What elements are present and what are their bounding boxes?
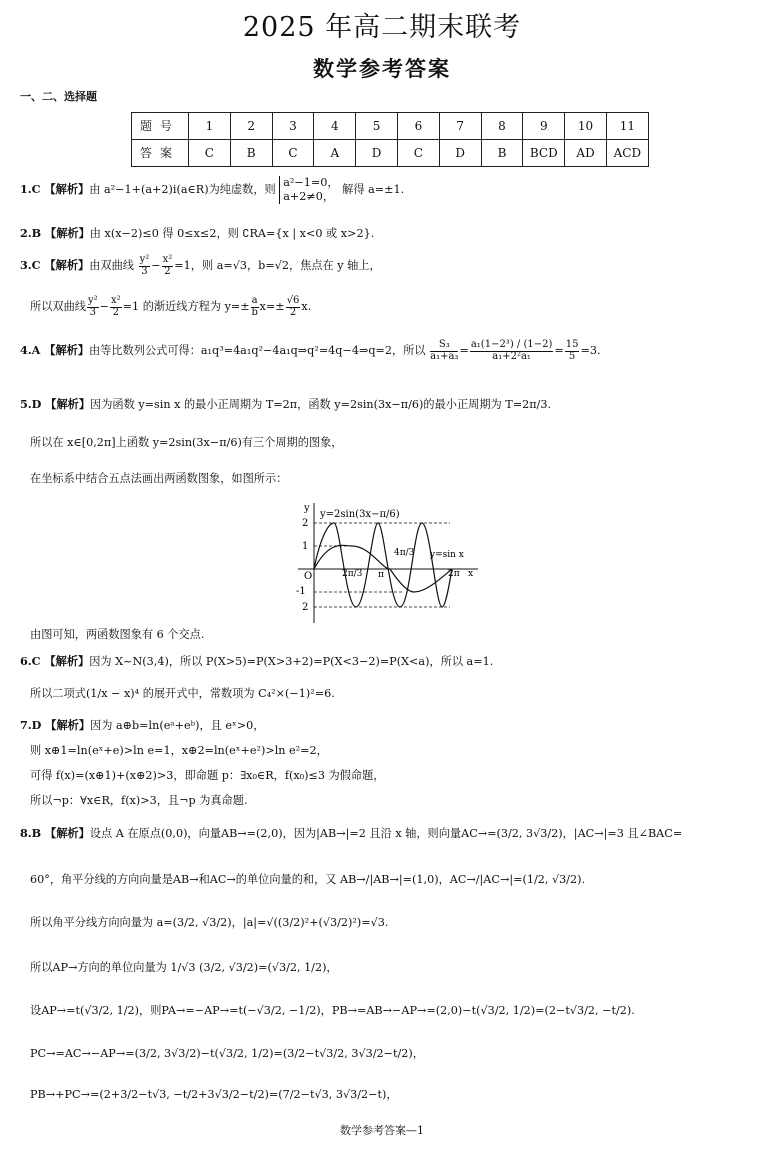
fraction-denominator: 5 bbox=[568, 350, 576, 362]
table-row-answers bbox=[132, 140, 649, 167]
curve-label-sin: y=sin x bbox=[430, 550, 464, 560]
q1-cond-1: a²−1=0， bbox=[283, 176, 339, 189]
table-cell: B bbox=[481, 140, 523, 167]
table-row-numbers bbox=[132, 113, 649, 140]
q3-text: 由双曲线 bbox=[89, 259, 134, 272]
q3-solution-line2 bbox=[30, 296, 311, 318]
q4-tag: 4.A 【解析】 bbox=[20, 343, 90, 357]
q1-text-b: 解得 a=±1. bbox=[342, 183, 405, 196]
page-title: 2025 年高二期末联考 bbox=[242, 12, 522, 43]
page-subtitle: 数学参考答案 bbox=[313, 56, 451, 81]
q1-tag: 1.C 【解析】 bbox=[20, 182, 90, 196]
q1-text-a: 由 a²−1+(a+2)i(a∈R)为纯虚数，则 bbox=[89, 183, 276, 196]
table-cell: B bbox=[230, 140, 272, 167]
table-cell: 4 bbox=[314, 113, 356, 140]
q3-text: − bbox=[99, 300, 109, 313]
q6-tag: 6.C 【解析】 bbox=[20, 654, 90, 668]
table-cell: 11 bbox=[606, 113, 648, 140]
y-axis-label: y bbox=[304, 503, 310, 514]
fraction-denominator: 2 bbox=[289, 306, 297, 318]
q5-text: 因为函数 y=sin x 的最小正周期为 T=2π，函数 y=2sin(3x−π/6)的最小正周期为 T=2π/3. bbox=[90, 398, 551, 411]
table-cell: BCD bbox=[523, 140, 565, 167]
fraction bbox=[87, 296, 99, 318]
q3-text: =1 的渐近线方程为 y=± bbox=[122, 300, 250, 313]
q3-tag: 3.C 【解析】 bbox=[20, 258, 90, 272]
fraction bbox=[430, 340, 458, 362]
fraction-denominator: 3 bbox=[141, 265, 148, 277]
fraction-numerator: y² bbox=[87, 295, 98, 306]
fraction bbox=[565, 340, 580, 362]
fraction bbox=[286, 296, 301, 318]
q3-text: 所以双曲线 bbox=[30, 300, 86, 313]
fraction-denominator: 2 bbox=[112, 306, 120, 318]
q8-tag: 8.B 【解析】 bbox=[20, 826, 90, 840]
q7-solution-line2: 则 x⊕1=ln(eˣ+e)>ln e=1，x⊕2=ln(eˣ+e²)>ln e²=2， bbox=[30, 744, 328, 757]
tick-label: 1 bbox=[302, 541, 309, 552]
row-header-number: 题号 bbox=[132, 113, 189, 140]
table-cell: C bbox=[397, 140, 439, 167]
table-cell: 1 bbox=[189, 113, 231, 140]
table-cell: 10 bbox=[565, 113, 607, 140]
q7-solution-line3: 可得 f(x)=(x⊕1)+(x⊕2)>3，即命题 p：∃x₀∈R，f(x₀)≤3 为假命题， bbox=[30, 769, 385, 782]
q4-text: = bbox=[459, 344, 469, 357]
row-header-answer: 答案 bbox=[132, 140, 189, 167]
q1-condition-brace bbox=[279, 176, 338, 204]
q8-solution-line1 bbox=[20, 827, 682, 840]
origin-label: O bbox=[304, 571, 313, 582]
fraction-numerator: x² bbox=[162, 254, 173, 265]
fraction-numerator: x² bbox=[111, 295, 121, 306]
q8-solution-line6: PC→=AC→−AP→=(3/2, 3√3/2)−t(√3/2, 1/2)=(3/2−t√3/2, 3√3/2−t/2)， bbox=[30, 1047, 424, 1060]
fraction-denominator: a₁+a₃ bbox=[430, 350, 459, 362]
q8-text: 设点 A 在原点(0,0)，向量AB→=(2,0)，因为|AB→|=2 且沿 x 轴，则向量AC→=(3/2, 3√3/2)，|AC→|=3 且∠BAC= bbox=[89, 827, 683, 840]
table-cell: 2 bbox=[230, 113, 272, 140]
fraction bbox=[110, 296, 122, 318]
fraction bbox=[470, 340, 554, 362]
tick-label: 2 bbox=[302, 602, 309, 613]
table-cell: ACD bbox=[606, 140, 648, 167]
q6-text: 因为 X~N(3,4)，所以 P(X>5)=P(X>3+2)=P(X<3−2)=P(X<a)，所以 a=1. bbox=[89, 655, 494, 668]
fraction-numerator: 15 bbox=[565, 339, 579, 350]
tick-label: 2π/3 bbox=[342, 569, 363, 579]
fraction-denominator: a₁+2²a₁ bbox=[492, 350, 531, 362]
q1-cond-2: a+2≠0， bbox=[283, 190, 335, 203]
q3-text: − bbox=[151, 259, 161, 272]
fraction-numerator: a bbox=[251, 295, 258, 306]
q4-text: = bbox=[554, 344, 564, 357]
tick-label: 2 bbox=[302, 518, 309, 529]
section-label: 一、二、选择题 bbox=[20, 90, 97, 103]
fraction bbox=[162, 255, 174, 277]
q2-tag: 2.B 【解析】 bbox=[20, 226, 90, 240]
table-cell: A bbox=[314, 140, 356, 167]
q3-text: =1，则 a=√3，b=√2，焦点在 y 轴上， bbox=[174, 259, 381, 272]
page-footer: 数学参考答案—1 bbox=[340, 1124, 424, 1137]
q5-solution-line3: 在坐标系中结合五点法画出两函数图象，如图所示： bbox=[30, 472, 288, 485]
q8-solution-line5: 设AP→=t(√3/2, 1/2)，则PA→=−AP→=t(−√3/2, −1/2)，PB→=AB→−AP→=(2,0)−t(√3/2, 1/2)=(2−t√3/2, −t/2). bbox=[30, 1004, 635, 1017]
q8-solution-line3: 所以角平分线方向向量为 a=(3/2, √3/2)，|a|=√((3/2)²+(√3/2)²)=√3. bbox=[30, 916, 389, 929]
table-cell: C bbox=[272, 140, 314, 167]
q5-function-graph bbox=[290, 499, 490, 627]
tick-label: π bbox=[378, 570, 384, 580]
fraction-numerator: y² bbox=[139, 254, 150, 265]
q8-solution-line4: 所以AP→方向的单位向量为 1/√3 (3/2, √3/2)=(√3/2, 1/2)， bbox=[30, 961, 338, 974]
curve-label-2sin: y=2sin(3x−π/6) bbox=[320, 509, 400, 520]
table-cell: 5 bbox=[356, 113, 398, 140]
q6-solution-line1 bbox=[20, 655, 493, 668]
table-cell: C bbox=[189, 140, 231, 167]
q7-solution-line4: 所以¬p：∀x∈R，f(x)>3，且¬p 为真命题. bbox=[30, 794, 248, 807]
x-axis-label: x bbox=[468, 569, 474, 579]
q8-solution-line2: 60°，角平分线的方向向量是AB→和AC→的单位向量的和，又 AB→/|AB→|=(1,0)，AC→/|AC→|=(1/2, √3/2). bbox=[30, 873, 585, 886]
table-cell: 8 bbox=[481, 113, 523, 140]
q8-solution-line7: PB→+PC→=(2+3/2−t√3, −t/2+3√3/2−t/2)=(7/2−t√3, 3√3/2−t)， bbox=[30, 1088, 398, 1101]
fraction-numerator: a₁(1−2³) / (1−2) bbox=[470, 339, 553, 350]
fraction-denominator: 2 bbox=[164, 265, 171, 277]
q3-text: x=± bbox=[259, 300, 285, 313]
table-cell: 7 bbox=[439, 113, 481, 140]
q4-solution bbox=[20, 340, 601, 362]
table-cell: D bbox=[356, 140, 398, 167]
q2-text: 由 x(x−2)≤0 得 0≤x≤2，则 ∁RA={x | x<0 或 x>2}. bbox=[89, 227, 375, 240]
answer-table bbox=[131, 112, 649, 167]
table-cell: 6 bbox=[397, 113, 439, 140]
tick-label: 2π bbox=[448, 569, 460, 579]
q7-text: 因为 a⊕b=ln(eᵃ+eᵇ)，且 eˣ>0， bbox=[90, 719, 265, 732]
fraction bbox=[251, 296, 259, 318]
fraction-numerator: S₃ bbox=[430, 340, 458, 352]
q4-text: =3. bbox=[580, 344, 601, 357]
fraction-numerator: √6 bbox=[286, 295, 300, 306]
fraction bbox=[139, 255, 151, 277]
q3-text: x. bbox=[301, 300, 312, 313]
fraction-denominator: b bbox=[251, 306, 258, 318]
table-cell: 3 bbox=[272, 113, 314, 140]
q4-text: 由等比数列公式可得：a₁q³=4a₁q²−4a₁q⇒q²=4q−4⇒q=2，所以 bbox=[89, 344, 426, 357]
fraction-denominator: 3 bbox=[89, 306, 96, 318]
q5-tag: 5.D 【解析】 bbox=[20, 397, 91, 411]
table-cell: D bbox=[439, 140, 481, 167]
q6-solution-line2: 所以二项式(1/x − x)⁴ 的展开式中，常数项为 C₄²×(−1)²=6. bbox=[30, 687, 335, 700]
q1-solution bbox=[20, 176, 404, 204]
tick-label: -1 bbox=[296, 586, 306, 597]
q7-solution-line1 bbox=[20, 719, 264, 732]
table-cell: 9 bbox=[523, 113, 565, 140]
q5-solution-line2: 所以在 x∈[0,2π]上函数 y=2sin(3x−π/6)有三个周期的图象， bbox=[30, 436, 343, 449]
table-cell: AD bbox=[565, 140, 607, 167]
q5-solution-line1 bbox=[20, 398, 551, 411]
q7-tag: 7.D 【解析】 bbox=[20, 718, 91, 732]
q5-solution-line4: 由图可知，两函数图象有 6 个交点. bbox=[30, 628, 205, 641]
tick-label: 4π/3 bbox=[394, 548, 415, 558]
q3-solution-line1 bbox=[20, 255, 381, 277]
q2-solution bbox=[20, 227, 374, 240]
